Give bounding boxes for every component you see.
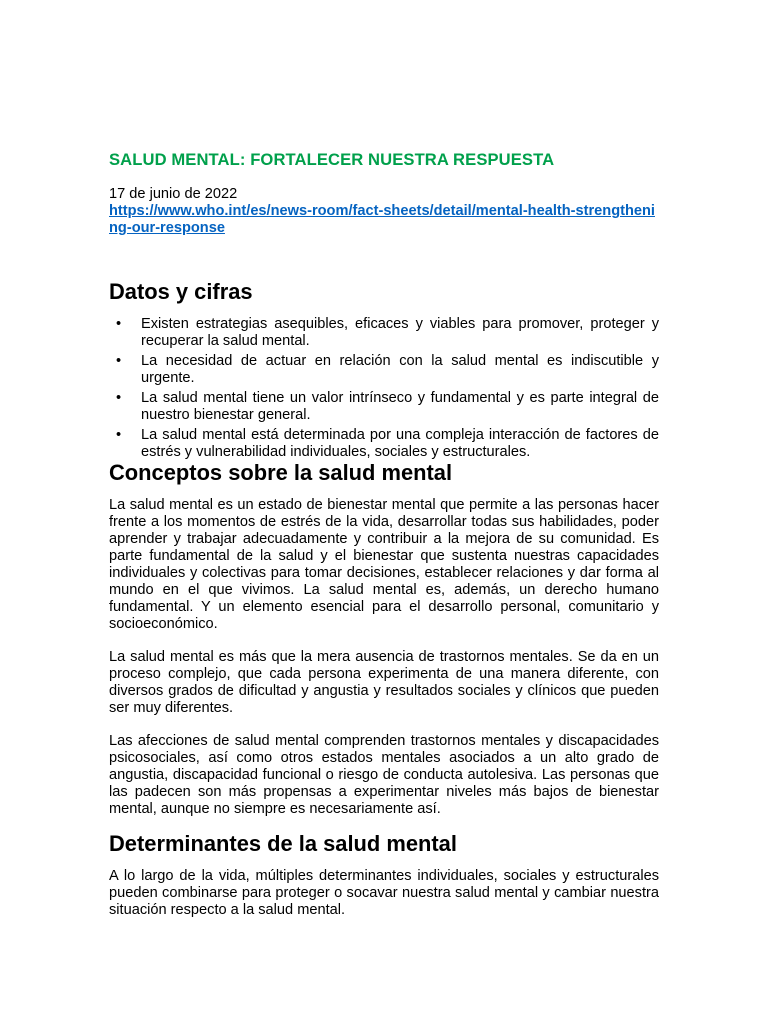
bullet-icon: •: [116, 390, 122, 406]
list-item: [109, 427, 659, 461]
section-heading-determinantes: Determinantes de la salud mental: [109, 831, 457, 856]
bullet-icon: •: [116, 353, 122, 369]
list-item-text: La necesidad de actuar en relación con la salud mental es indiscutible y urgente.: [141, 353, 659, 386]
bullet-icon: •: [116, 427, 122, 443]
list-item-text: La salud mental tiene un valor intrínseco y fundamental y es parte integral de nuestro bienestar general.: [141, 390, 659, 423]
section-heading-datos: Datos y cifras: [109, 279, 253, 304]
paragraph: Las afecciones de salud mental comprenden trastornos mentales y discapacidades psicosociales, así como otros estados mentales asociados a un alto grado de angustia, discapacidad funcional o riesgo de conducta autolesiva. Las personas que las padecen son más propensas a experimentar niveles más bajos de bienestar mental, aunque no siempre es necesariamente así.: [109, 733, 659, 817]
list-item: [109, 390, 659, 424]
list-item: [109, 353, 659, 387]
paragraph: La salud mental es más que la mera ausencia de trastornos mentales. Se da en un proceso complejo, que cada persona experimenta de una manera diferente, con diversos grados de dificultad y angustia y resultados sociales y clínicos que pueden ser muy diferentes.: [109, 649, 659, 716]
source-link[interactable]: https://www.who.int/es/news-room/fact-sheets/detail/mental-health-strengthening-our-response: [109, 203, 655, 236]
publication-date: 17 de junio de 2022: [109, 186, 238, 202]
document-title: SALUD MENTAL: FORTALECER NUESTRA RESPUESTA: [109, 150, 555, 169]
list-item-text: Existen estrategias asequibles, eficaces y viables para promover, proteger y recuperar la salud mental.: [141, 316, 659, 349]
bullet-icon: •: [116, 316, 122, 332]
list-item-text: La salud mental está determinada por una compleja interacción de factores de estrés y vulnerabilidad individuales, sociales y estructurales.: [141, 427, 659, 460]
facts-list: [109, 316, 659, 461]
section-heading-conceptos: Conceptos sobre la salud mental: [109, 460, 453, 485]
list-item: [109, 316, 659, 350]
paragraph: La salud mental es un estado de bienestar mental que permite a las personas hacer frente a los momentos de estrés de la vida, desarrollar todas sus habilidades, poder aprender y trabajar adecuadamente y contribuir a la mejora de su comunidad. Es parte fundamental de la salud y el bienestar que sustenta nuestras capacidades individuales y colectivas para tomar decisiones, establecer relaciones y dar forma al mundo en el que vivimos. La salud mental es, además, un derecho humano fundamental. Y un elemento esencial para el desarrollo personal, comunitario y socioeconómico.: [109, 497, 659, 632]
document-page: [109, 150, 659, 919]
paragraph: A lo largo de la vida, múltiples determinantes individuales, sociales y estructurales pueden combinarse para proteger o socavar nuestra salud mental y cambiar nuestra situación respecto a la salud mental.: [109, 868, 659, 918]
